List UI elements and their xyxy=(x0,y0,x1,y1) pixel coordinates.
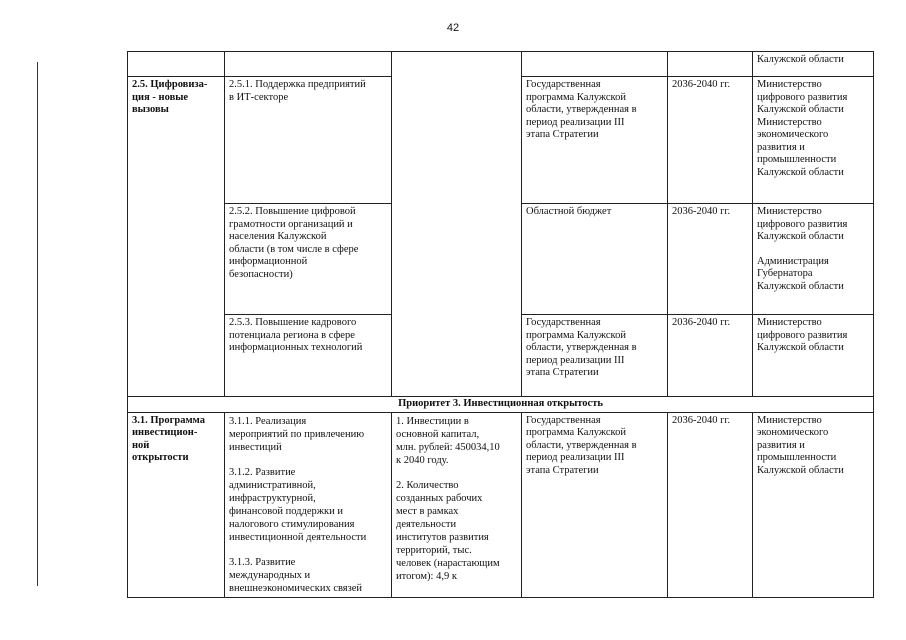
indicator-text: 1. Инвестиции в основной капитал, млн. рублей: 450034,10 к 2040 году. xyxy=(396,415,500,466)
measure-cell xyxy=(225,412,392,597)
period-cell: 2036-2040 гг. xyxy=(668,204,753,315)
indicator-cell xyxy=(392,412,522,597)
source-cell: Областной бюджет xyxy=(522,204,668,315)
source-cell: Государственная программа Калужской области, утвержденная в период реализации III этапа Стратегии xyxy=(522,412,668,597)
source-cell: Государственная программа Калужской области, утвержденная в период реализации III этапа Стратегии xyxy=(522,77,668,204)
direction-cell xyxy=(128,52,225,77)
measure-cell: 2.5.1. Поддержка предприятий в ИТ-секторе xyxy=(225,77,392,204)
source-cell: Государственная программа Калужской области, утвержденная в период реализации III этапа Стратегии xyxy=(522,315,668,397)
period-cell: 2036-2040 гг. xyxy=(668,412,753,597)
measure-cell xyxy=(225,52,392,77)
period-cell: 2036-2040 гг. xyxy=(668,315,753,397)
table-row xyxy=(128,397,874,413)
responsible-cell: Министерство экономического развития и промышленности Калужской области xyxy=(753,412,874,597)
strategy-table xyxy=(127,51,874,598)
measure-text: 3.1.3. Развитие международных и внешнеэкономических связей xyxy=(229,556,363,594)
period-cell xyxy=(668,52,753,77)
measure-cell: 2.5.2. Повышение цифровой грамотности организаций и населения Калужской области (в том числе в сфере информационной безопасности) xyxy=(225,204,392,315)
responsible-cell: Министерство цифрового развития Калужской области Министерство экономического развития и промышленности Калужской области xyxy=(753,77,874,204)
indicator-cell xyxy=(392,52,522,397)
measure-cell: 2.5.3. Повышение кадрового потенциала региона в сфере информационных технологий xyxy=(225,315,392,397)
direction-cell: 3.1. Программа инвестицион- ной открытости xyxy=(128,412,225,597)
priority-heading: Приоритет 3. Инвестиционная открытость xyxy=(128,397,874,413)
responsible-text: Администрация Губернатора Калужской области xyxy=(757,255,844,292)
measure-text: 3.1.2. Развитие административной, инфраструктурной, финансовой поддержки и налогового стимулирования инвестиционной деятельности xyxy=(229,466,367,543)
margin-line xyxy=(37,62,38,586)
responsible-cell: Калужской области xyxy=(753,52,874,77)
page-number: 42 xyxy=(446,22,460,34)
responsible-cell xyxy=(753,204,874,315)
indicator-text: 2. Количество созданных рабочих мест в рамках деятельности институтов развития территорий, тыс. человек (нарастающим итогом): 4,9 к xyxy=(396,479,500,582)
source-cell xyxy=(522,52,668,77)
responsible-text: Министерство цифрового развития Калужской области xyxy=(757,206,848,242)
responsible-cell: Министерство цифрового развития Калужской области xyxy=(753,315,874,397)
measure-text: 3.1.1. Реализация мероприятий по привлечению инвестиций xyxy=(229,415,365,453)
table-row xyxy=(128,412,874,597)
period-cell: 2036-2040 гг. xyxy=(668,77,753,204)
direction-cell: 2.5. Цифровиза- ция - новые вызовы xyxy=(128,77,225,397)
table-row xyxy=(128,52,874,77)
